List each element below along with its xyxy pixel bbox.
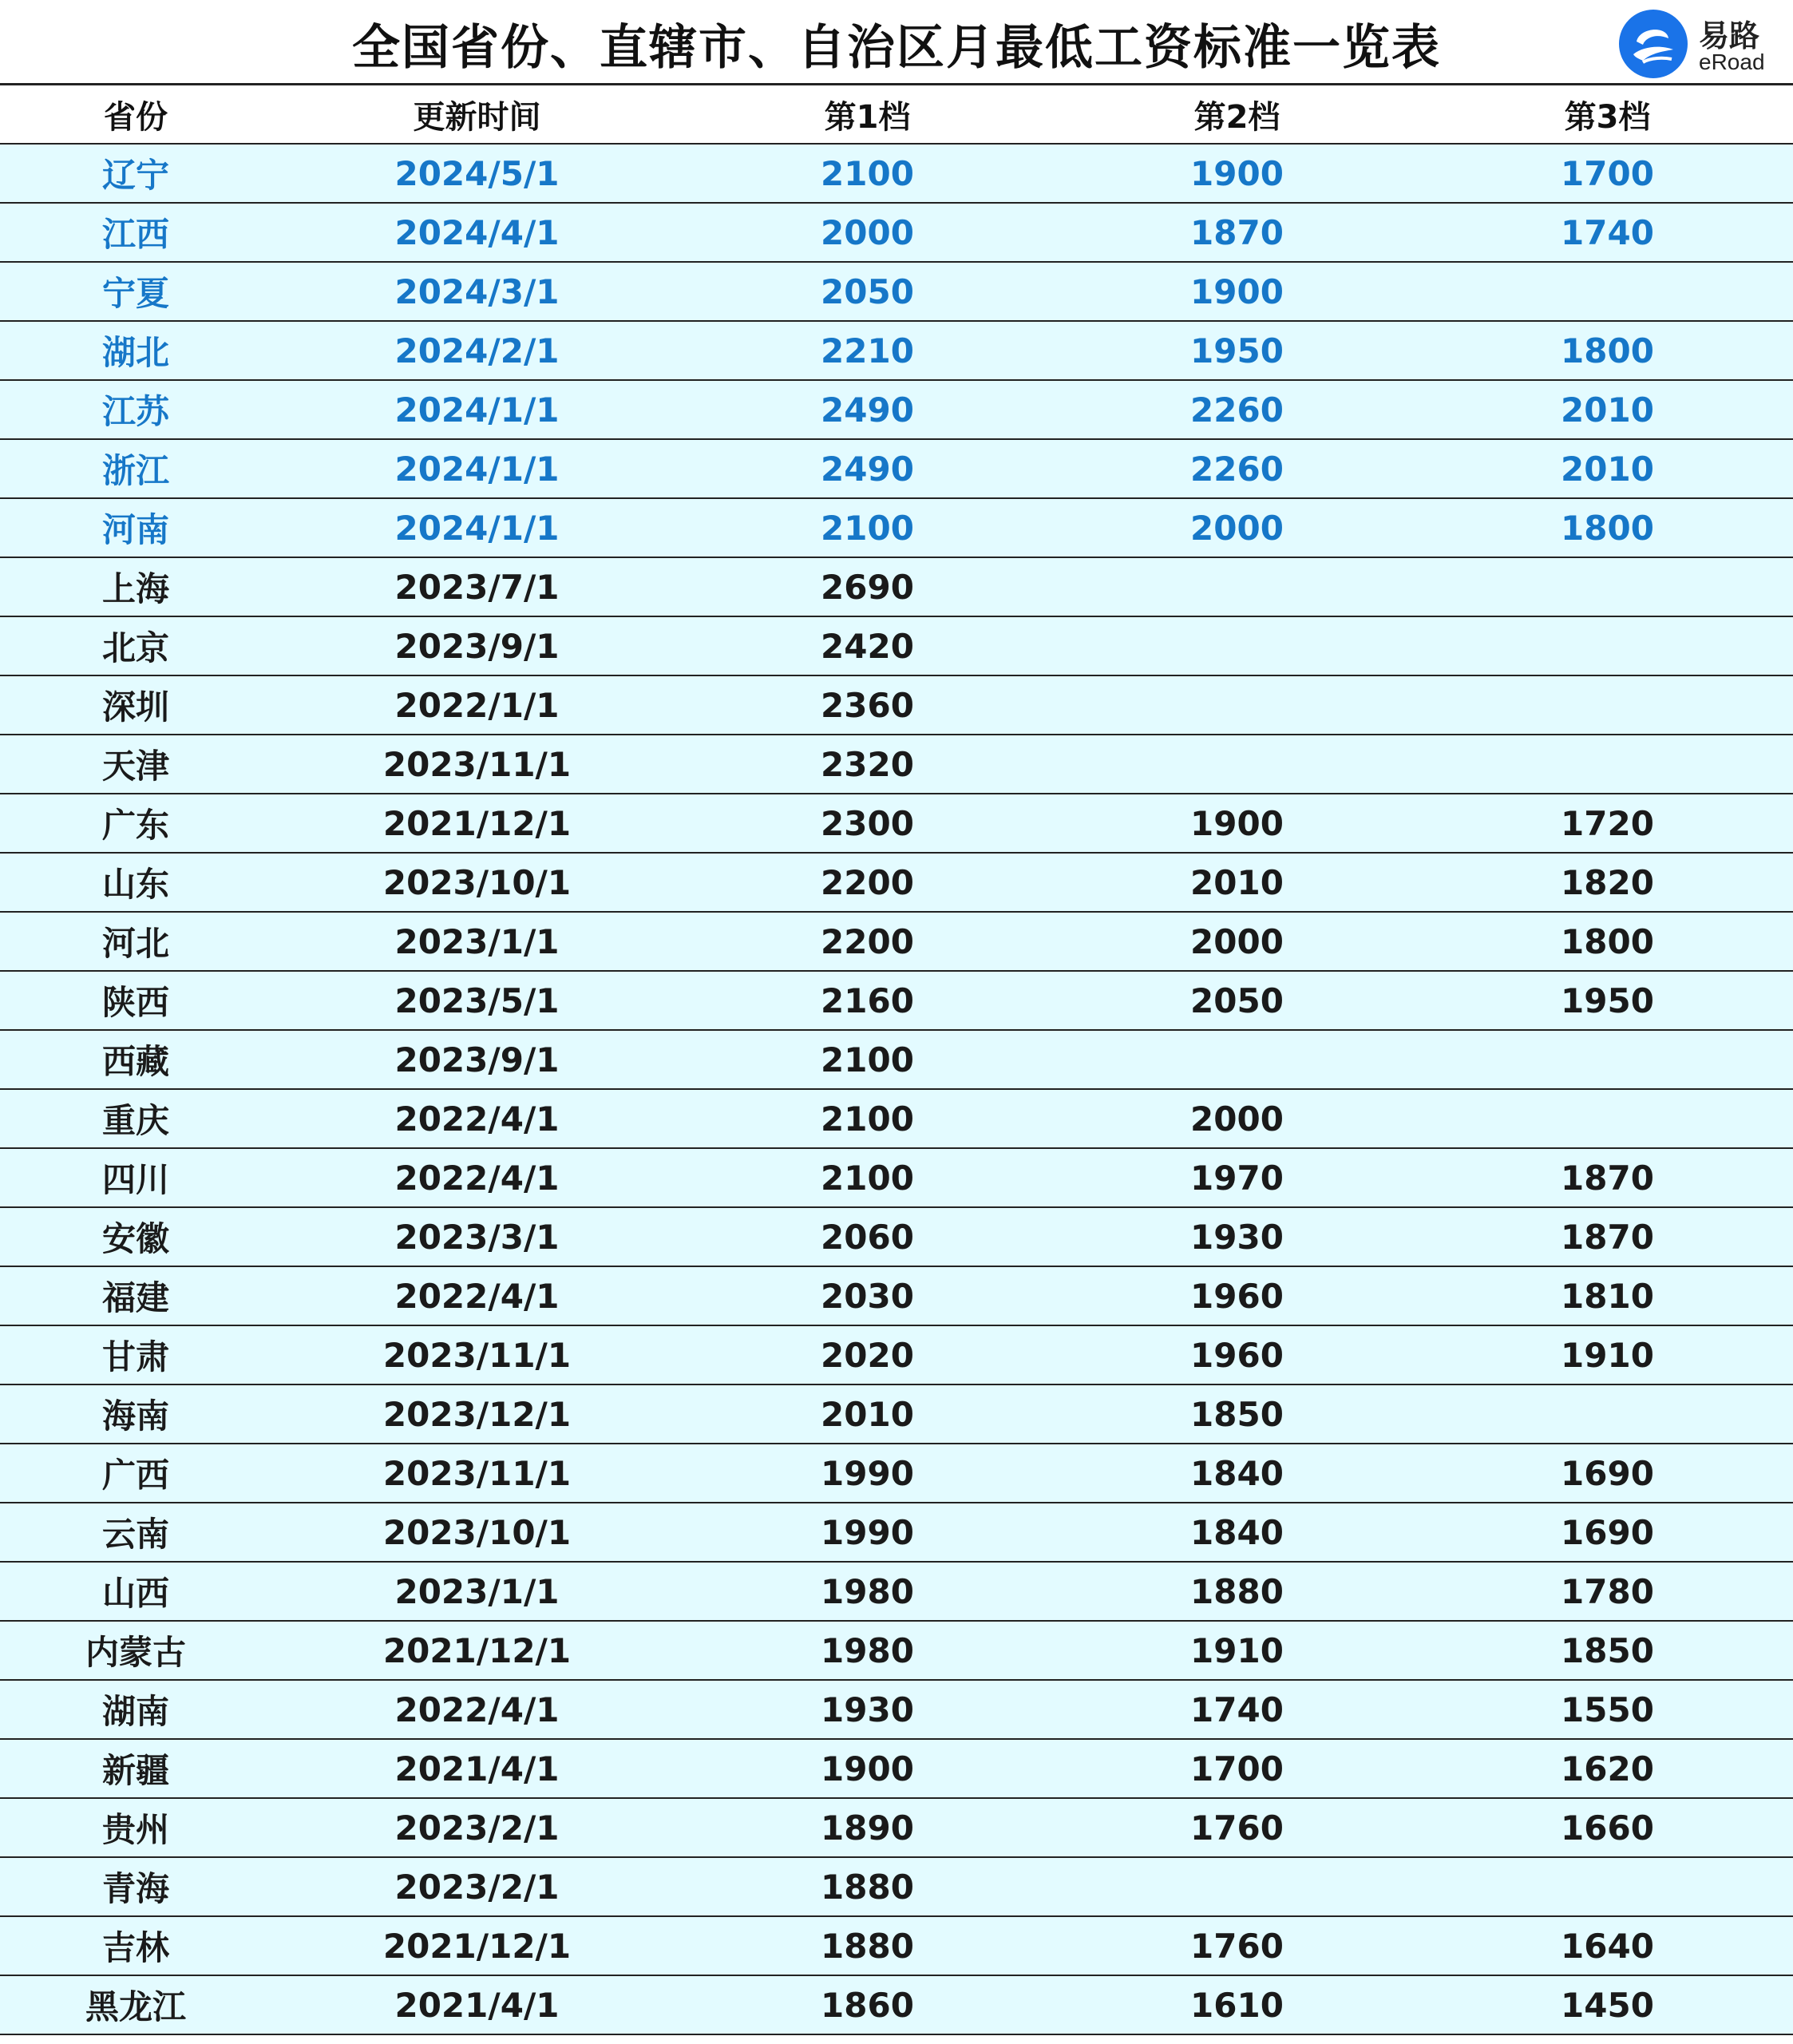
cell-tier-3 — [1422, 557, 1793, 616]
table-row — [0, 439, 1793, 498]
cell-update-time: 2022/4/1 — [271, 1680, 683, 1739]
cell-tier-2: 1900 — [1052, 144, 1422, 203]
cell-tier-1: 2020 — [683, 1325, 1052, 1384]
cell-tier-3: 1700 — [1422, 144, 1793, 203]
cell-province: 甘肃 — [0, 1325, 271, 1384]
cell-update-time: 2024/1/1 — [271, 498, 683, 557]
cell-province: 黑龙江 — [0, 1975, 271, 2034]
cell-tier-3: 1950 — [1422, 971, 1793, 1030]
cell-update-time: 2022/1/1 — [271, 675, 683, 735]
cell-tier-2: 1930 — [1052, 1207, 1422, 1266]
cell-province: 江苏 — [0, 380, 271, 439]
header-update-time: 更新时间 — [271, 85, 683, 145]
table-row — [0, 1857, 1793, 1916]
cell-tier-3 — [1422, 616, 1793, 675]
cell-province: 四川 — [0, 1148, 271, 1207]
cell-province: 山东 — [0, 853, 271, 912]
cell-tier-2: 1910 — [1052, 1621, 1422, 1680]
cell-tier-2 — [1052, 616, 1422, 675]
cell-tier-1: 1900 — [683, 1739, 1052, 1798]
table-row — [0, 1680, 1793, 1739]
cell-tier-2: 1900 — [1052, 262, 1422, 321]
cell-province: 西藏 — [0, 1030, 271, 1089]
table-row — [0, 1030, 1793, 1089]
cell-tier-1: 2360 — [683, 675, 1052, 735]
table-row — [0, 1916, 1793, 1975]
cell-tier-3: 1660 — [1422, 1798, 1793, 1857]
table-body — [0, 144, 1793, 2034]
table-row — [0, 616, 1793, 675]
header-tier-1: 第1档 — [683, 85, 1052, 145]
cell-tier-2: 1760 — [1052, 1916, 1422, 1975]
table-row — [0, 794, 1793, 853]
cell-tier-3 — [1422, 735, 1793, 794]
cell-province: 内蒙古 — [0, 1621, 271, 1680]
cell-tier-3: 1800 — [1422, 912, 1793, 971]
cell-tier-2: 2000 — [1052, 912, 1422, 971]
cell-tier-1: 2100 — [683, 144, 1052, 203]
table-row — [0, 735, 1793, 794]
cell-province: 青海 — [0, 1857, 271, 1916]
table-row — [0, 1384, 1793, 1444]
cell-update-time: 2023/9/1 — [271, 1030, 683, 1089]
header-province: 省份 — [0, 85, 271, 145]
cell-province: 安徽 — [0, 1207, 271, 1266]
cell-update-time: 2023/12/1 — [271, 1384, 683, 1444]
cell-update-time: 2024/5/1 — [271, 144, 683, 203]
cell-tier-1: 2100 — [683, 1030, 1052, 1089]
cell-update-time: 2022/4/1 — [271, 1148, 683, 1207]
cell-province: 湖南 — [0, 1680, 271, 1739]
cell-tier-2: 2000 — [1052, 1089, 1422, 1148]
table-row — [0, 853, 1793, 912]
cell-update-time: 2023/5/1 — [271, 971, 683, 1030]
cell-tier-1: 2100 — [683, 1089, 1052, 1148]
cell-tier-3 — [1422, 262, 1793, 321]
cell-tier-3: 1690 — [1422, 1503, 1793, 1562]
table-row — [0, 1444, 1793, 1503]
table-row — [0, 912, 1793, 971]
cell-tier-3: 1620 — [1422, 1739, 1793, 1798]
header — [0, 0, 1793, 83]
cell-tier-2: 1840 — [1052, 1503, 1422, 1562]
brand-logo — [1619, 10, 1787, 78]
cell-tier-1: 1890 — [683, 1798, 1052, 1857]
cell-tier-2 — [1052, 1030, 1422, 1089]
cell-update-time: 2023/7/1 — [271, 557, 683, 616]
cell-tier-2: 1840 — [1052, 1444, 1422, 1503]
cell-tier-3 — [1422, 1089, 1793, 1148]
cell-province: 江西 — [0, 203, 271, 262]
cell-update-time: 2021/4/1 — [271, 1975, 683, 2034]
cell-tier-3 — [1422, 675, 1793, 735]
cell-province: 重庆 — [0, 1089, 271, 1148]
cell-tier-2: 1700 — [1052, 1739, 1422, 1798]
cell-update-time: 2024/2/1 — [271, 321, 683, 380]
cell-update-time: 2021/12/1 — [271, 794, 683, 853]
cell-tier-1: 2060 — [683, 1207, 1052, 1266]
cell-tier-3: 1720 — [1422, 794, 1793, 853]
cell-update-time: 2023/1/1 — [271, 912, 683, 971]
cell-province: 云南 — [0, 1503, 271, 1562]
cell-tier-2: 1760 — [1052, 1798, 1422, 1857]
cell-update-time: 2021/12/1 — [271, 1916, 683, 1975]
table-row — [0, 971, 1793, 1030]
cell-tier-1: 2490 — [683, 439, 1052, 498]
cell-update-time: 2022/4/1 — [271, 1266, 683, 1325]
cell-tier-2: 1960 — [1052, 1325, 1422, 1384]
cell-province: 吉林 — [0, 1916, 271, 1975]
cell-update-time: 2023/2/1 — [271, 1857, 683, 1916]
table-row — [0, 1739, 1793, 1798]
table-row — [0, 203, 1793, 262]
cell-update-time: 2023/3/1 — [271, 1207, 683, 1266]
cell-tier-1: 1880 — [683, 1857, 1052, 1916]
table-row — [0, 1798, 1793, 1857]
cell-tier-1: 2490 — [683, 380, 1052, 439]
header-tier-2: 第2档 — [1052, 85, 1422, 145]
table-row — [0, 1089, 1793, 1148]
cell-update-time: 2021/4/1 — [271, 1739, 683, 1798]
cell-province: 浙江 — [0, 439, 271, 498]
cell-tier-1: 2050 — [683, 262, 1052, 321]
cell-tier-3: 1870 — [1422, 1207, 1793, 1266]
cell-tier-1: 2160 — [683, 971, 1052, 1030]
cell-tier-1: 2200 — [683, 912, 1052, 971]
cell-tier-2 — [1052, 675, 1422, 735]
cell-update-time: 2023/10/1 — [271, 853, 683, 912]
cell-province: 宁夏 — [0, 262, 271, 321]
cell-tier-2 — [1052, 735, 1422, 794]
table-row — [0, 498, 1793, 557]
table-row — [0, 1975, 1793, 2034]
cell-tier-1: 1860 — [683, 1975, 1052, 2034]
header-tier-3: 第3档 — [1422, 85, 1793, 145]
cell-tier-3: 1640 — [1422, 1916, 1793, 1975]
cell-province: 广西 — [0, 1444, 271, 1503]
cell-update-time: 2024/3/1 — [271, 262, 683, 321]
cell-update-time: 2023/2/1 — [271, 1798, 683, 1857]
table-row — [0, 1148, 1793, 1207]
cell-tier-3: 1800 — [1422, 321, 1793, 380]
cell-update-time: 2023/11/1 — [271, 735, 683, 794]
cell-tier-3: 1910 — [1422, 1325, 1793, 1384]
cell-tier-2: 1900 — [1052, 794, 1422, 853]
cell-province: 上海 — [0, 557, 271, 616]
cell-update-time: 2023/1/1 — [271, 1562, 683, 1621]
cell-tier-1: 2030 — [683, 1266, 1052, 1325]
cell-province: 辽宁 — [0, 144, 271, 203]
cell-province: 天津 — [0, 735, 271, 794]
cell-tier-2: 1950 — [1052, 321, 1422, 380]
cell-tier-1: 1980 — [683, 1562, 1052, 1621]
cell-tier-3: 1450 — [1422, 1975, 1793, 2034]
cell-province: 山西 — [0, 1562, 271, 1621]
cell-tier-2: 2260 — [1052, 439, 1422, 498]
cell-update-time: 2021/12/1 — [271, 1621, 683, 1680]
cell-tier-1: 2210 — [683, 321, 1052, 380]
cell-tier-3: 1870 — [1422, 1148, 1793, 1207]
cell-tier-3: 1820 — [1422, 853, 1793, 912]
table-row — [0, 380, 1793, 439]
eroad-logo-icon — [1619, 10, 1688, 78]
table-row — [0, 321, 1793, 380]
cell-tier-2: 2260 — [1052, 380, 1422, 439]
cell-tier-2: 1960 — [1052, 1266, 1422, 1325]
table-row — [0, 1562, 1793, 1621]
cell-province: 广东 — [0, 794, 271, 853]
table-row — [0, 675, 1793, 735]
cell-province: 陕西 — [0, 971, 271, 1030]
cell-tier-1: 1880 — [683, 1916, 1052, 1975]
cell-province: 河南 — [0, 498, 271, 557]
cell-update-time: 2024/1/1 — [271, 439, 683, 498]
table-row — [0, 1325, 1793, 1384]
cell-tier-3: 1690 — [1422, 1444, 1793, 1503]
cell-province: 福建 — [0, 1266, 271, 1325]
cell-tier-3: 1780 — [1422, 1562, 1793, 1621]
cell-province: 深圳 — [0, 675, 271, 735]
cell-tier-1: 1990 — [683, 1503, 1052, 1562]
cell-tier-1: 2300 — [683, 794, 1052, 853]
table-row — [0, 262, 1793, 321]
cell-tier-1: 2000 — [683, 203, 1052, 262]
logo-text-cn: 易路 — [1699, 18, 1760, 53]
cell-province: 新疆 — [0, 1739, 271, 1798]
cell-tier-2: 1610 — [1052, 1975, 1422, 2034]
cell-province: 湖北 — [0, 321, 271, 380]
cell-update-time: 2023/9/1 — [271, 616, 683, 675]
cell-tier-1: 2010 — [683, 1384, 1052, 1444]
cell-update-time: 2024/4/1 — [271, 203, 683, 262]
cell-tier-1: 2100 — [683, 1148, 1052, 1207]
cell-tier-1: 2420 — [683, 616, 1052, 675]
cell-tier-2: 1870 — [1052, 203, 1422, 262]
cell-tier-2 — [1052, 1857, 1422, 1916]
table-row — [0, 144, 1793, 203]
cell-tier-2: 1880 — [1052, 1562, 1422, 1621]
cell-tier-3 — [1422, 1857, 1793, 1916]
table-header-row — [0, 85, 1793, 145]
cell-province: 贵州 — [0, 1798, 271, 1857]
table-row — [0, 1207, 1793, 1266]
cell-tier-1: 2200 — [683, 853, 1052, 912]
table-row — [0, 1503, 1793, 1562]
cell-tier-3: 1800 — [1422, 498, 1793, 557]
cell-tier-3: 2010 — [1422, 380, 1793, 439]
cell-tier-3: 1740 — [1422, 203, 1793, 262]
cell-tier-2: 2000 — [1052, 498, 1422, 557]
cell-tier-2: 2010 — [1052, 853, 1422, 912]
cell-tier-3: 2010 — [1422, 439, 1793, 498]
cell-update-time: 2023/10/1 — [271, 1503, 683, 1562]
cell-tier-3: 1550 — [1422, 1680, 1793, 1739]
table-row — [0, 1621, 1793, 1680]
cell-tier-1: 1990 — [683, 1444, 1052, 1503]
cell-update-time: 2022/4/1 — [271, 1089, 683, 1148]
cell-tier-1: 2320 — [683, 735, 1052, 794]
cell-update-time: 2024/1/1 — [271, 380, 683, 439]
cell-tier-2 — [1052, 557, 1422, 616]
cell-province: 北京 — [0, 616, 271, 675]
cell-tier-2: 1970 — [1052, 1148, 1422, 1207]
cell-province: 海南 — [0, 1384, 271, 1444]
cell-tier-1: 1930 — [683, 1680, 1052, 1739]
cell-tier-3 — [1422, 1384, 1793, 1444]
cell-tier-2: 1740 — [1052, 1680, 1422, 1739]
logo-text-en: eRoad — [1699, 50, 1765, 74]
cell-update-time: 2023/11/1 — [271, 1325, 683, 1384]
cell-tier-1: 1980 — [683, 1621, 1052, 1680]
cell-tier-1: 2690 — [683, 557, 1052, 616]
wage-table — [0, 83, 1793, 2035]
cell-tier-2: 2050 — [1052, 971, 1422, 1030]
page-title: 全国省份、直辖市、自治区月最低工资标准一览表 — [352, 20, 1441, 76]
table-row — [0, 557, 1793, 616]
cell-tier-1: 2100 — [683, 498, 1052, 557]
table-row — [0, 1266, 1793, 1325]
cell-province: 河北 — [0, 912, 271, 971]
cell-tier-3: 1810 — [1422, 1266, 1793, 1325]
cell-update-time: 2023/11/1 — [271, 1444, 683, 1503]
cell-tier-3 — [1422, 1030, 1793, 1089]
cell-tier-3: 1850 — [1422, 1621, 1793, 1680]
cell-tier-2: 1850 — [1052, 1384, 1422, 1444]
